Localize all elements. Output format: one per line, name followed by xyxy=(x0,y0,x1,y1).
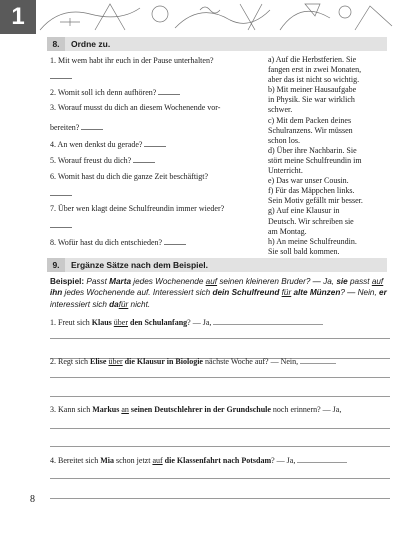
answer-line: schwer. xyxy=(268,105,293,115)
question-6-blank[interactable] xyxy=(50,187,72,199)
answer-line: b) Mit meiner Hausaufgabe xyxy=(268,85,357,95)
exercise-9-header xyxy=(47,258,387,272)
page-number: 8 xyxy=(30,494,35,505)
question-5: 5. Worauf freust du dich? xyxy=(50,154,155,166)
answer-line: Deutsch. Wir schreiben sie xyxy=(268,216,354,226)
question-3-blank[interactable] xyxy=(81,121,103,130)
question-1-blank[interactable] xyxy=(50,70,72,82)
exercise-9-number: 9. xyxy=(47,258,65,272)
answer-line: h) An meine Schulfreundin. xyxy=(268,236,357,246)
question-4: 4. An wen denkst du gerade? xyxy=(50,138,166,150)
answer-line-2a[interactable] xyxy=(50,377,390,378)
question-5-blank[interactable] xyxy=(133,154,155,163)
answer-line-4b[interactable] xyxy=(50,498,390,499)
answer-line: am Montag. xyxy=(268,226,307,236)
answer-line-3a[interactable] xyxy=(50,428,390,429)
exercise-9-item-3: 3. Kann sich Markus an seinen Deutschlehrer in der Grundschule noch erinnern? — Ja, xyxy=(50,405,342,414)
answer-line: in Physik. Sie war wirklich xyxy=(268,95,355,105)
question-3-line1: 3. Worauf musst du dich an diesem Wochenende vor- xyxy=(50,103,221,112)
question-3-line2: bereiten? xyxy=(50,121,103,133)
answer-line: stört meine Schulfreundin im xyxy=(268,155,362,165)
answer-line: Unterricht. xyxy=(268,166,303,176)
exercise-9-item-4: 4. Bereitet sich Mia schon jetzt auf die Klassenfahrt nach Potsdam? — Ja, xyxy=(50,455,390,466)
answer-line: d) Über ihre Nachbarin. Sie xyxy=(268,145,357,155)
question-6: 6. Womit hast du dich die ganze Zeit beschäftigt? xyxy=(50,172,209,181)
answer-line: c) Mit dem Packen deines xyxy=(268,115,352,125)
answer-line-2b[interactable] xyxy=(50,396,390,397)
answer-line: e) Das war unser Cousin. xyxy=(268,176,349,186)
answer-line: f) Für das Mäppchen links. xyxy=(268,186,355,196)
answer-line: Sein Motiv gefällt mir besser. xyxy=(268,196,363,206)
question-4-blank[interactable] xyxy=(144,138,166,147)
question-2: 2. Womit soll ich denn aufhören? xyxy=(50,86,180,98)
answer-line: Sie soll bald kommen. xyxy=(268,246,340,256)
header-doodle-illustration xyxy=(0,0,401,34)
exercise-9-item-1: 1. Freut sich Klaus über den Schulanfang? — Ja, xyxy=(50,317,390,328)
answer-input-1[interactable] xyxy=(213,324,323,325)
answer-input-2[interactable] xyxy=(300,363,336,364)
question-8-blank[interactable] xyxy=(164,236,186,245)
question-8: 8. Wofür hast du dich entschieden? xyxy=(50,236,186,248)
exercise-9-item-2: 2. Regt sich Elise über die Klausur in Biologie nächste Woche auf? — Nein, xyxy=(50,356,390,367)
exercise-8-number: 8. xyxy=(47,37,65,51)
answer-line-1a[interactable] xyxy=(50,338,390,339)
question-7-blank[interactable] xyxy=(50,219,72,231)
exercise-9-title: Ergänze Sätze nach dem Beispiel. xyxy=(71,260,208,270)
answer-line: Schulranzens. Wir müssen xyxy=(268,125,353,135)
question-2-blank[interactable] xyxy=(158,86,180,95)
answer-line: g) Auf eine Klausur in xyxy=(268,206,340,216)
answer-line: fangen erst in zwei Monaten, xyxy=(268,65,362,75)
answer-line-3b[interactable] xyxy=(50,446,390,447)
exercise-8-header xyxy=(47,37,387,51)
exercise-8-title: Ordne zu. xyxy=(71,39,111,49)
example-paragraph: Beispiel: Passt Marta jedes Wochenende auf seinen kleineren Bruder? — Ja, sie passt auf ihn jedes Wochenende auf. Interessiert sich dein Schulfreund für alte Münzen? — Nein, er interessiert sich dafür nicht. xyxy=(50,277,387,309)
answer-line: aber das ist nicht so wichtig. xyxy=(268,75,360,85)
page-header xyxy=(0,0,401,34)
answer-input-4[interactable] xyxy=(297,462,347,463)
answer-line: a) Auf die Herbstferien. Sie xyxy=(268,55,357,64)
answer-line: schon los. xyxy=(268,135,300,145)
answers-list xyxy=(268,55,390,257)
answer-line-4a[interactable] xyxy=(50,478,390,479)
chapter-number-tab: 1 xyxy=(0,0,36,34)
question-1: 1. Mit wem habt ihr euch in der Pause unterhalten? xyxy=(50,56,214,65)
question-7: 7. Über wen klagt deine Schulfreundin immer wieder? xyxy=(50,204,225,213)
